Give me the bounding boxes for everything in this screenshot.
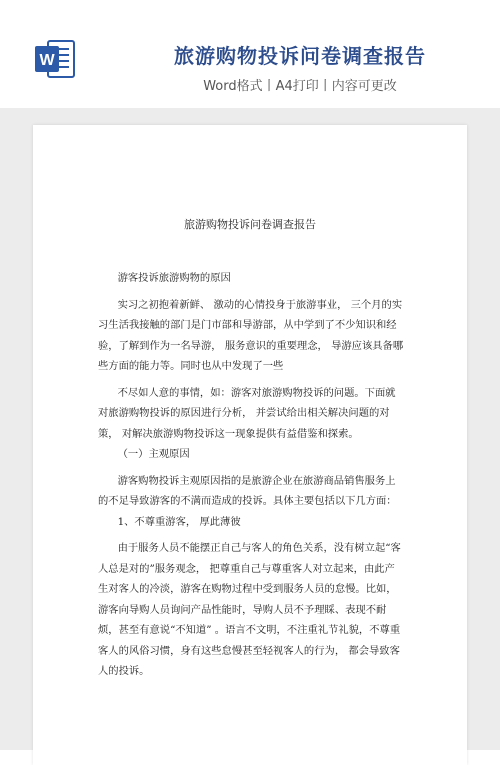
paragraph: 游客购物投诉主观原因指的是旅游企业在旅游商品销售服务上的不足导致游客的不满而造成的投诉。具体主要包括以下几方面： [98,474,397,507]
page-title: 旅游购物投诉问卷调查报告 [174,44,426,68]
list-item-heading: 1、不尊重游客， 厚此薄彼 [117,515,241,528]
page-subtitle: Word格式丨A4打印丨内容可更改 [203,79,397,94]
page-header [0,0,500,108]
preview-area [0,108,500,750]
paragraph: 实习之初抱着新鲜、 激动的心情投身于旅游事业， 三个月的实习生活我接触的部门是门市部和导游部，从中学到了不少知识和经验，了解到作为一名导游， 服务意识的重要理念， 导游应该具备哪些方面的能力等。同时也从中发现了一些 [98,298,404,372]
section-heading: （一）主观原因 [117,448,190,460]
document-page [33,125,467,765]
document-title: 旅游购物投诉问卷调查报告 [184,218,316,231]
paragraph: 由于服务人员不能摆正自己与客人的角色关系，没有树立起“客人总是对的”服务观念， 把尊重自己与尊重客人对立起来，由此产生对客人的冷淡，游客在购物过程中受到服务人员的怠慢。比如，游客向导购人员询问产品性能时，导购人员不予理睬、表现不耐烦，甚至有意说“不知道” 。语言不文明，不注重礼节礼貌，不尊重客人的风俗习惯，身有这些怠慢甚至轻视客人的行为， 都会导致客人的投诉。 [98,542,401,677]
paragraph: 不尽如人意的事情，如：游客对旅游购物投诉的问题。下面就对旅游购物投诉的原因进行分析， 并尝试给出相关解决问题的对策， 对解决旅游购物投诉这一现象提供有益借鉴和探索。 [98,386,396,440]
document-body [98,268,404,682]
word-doc-icon [34,38,76,80]
paragraph-heading-reason: 游客投诉旅游购物的原因 [117,272,231,284]
svg-text:W: W [39,52,55,69]
